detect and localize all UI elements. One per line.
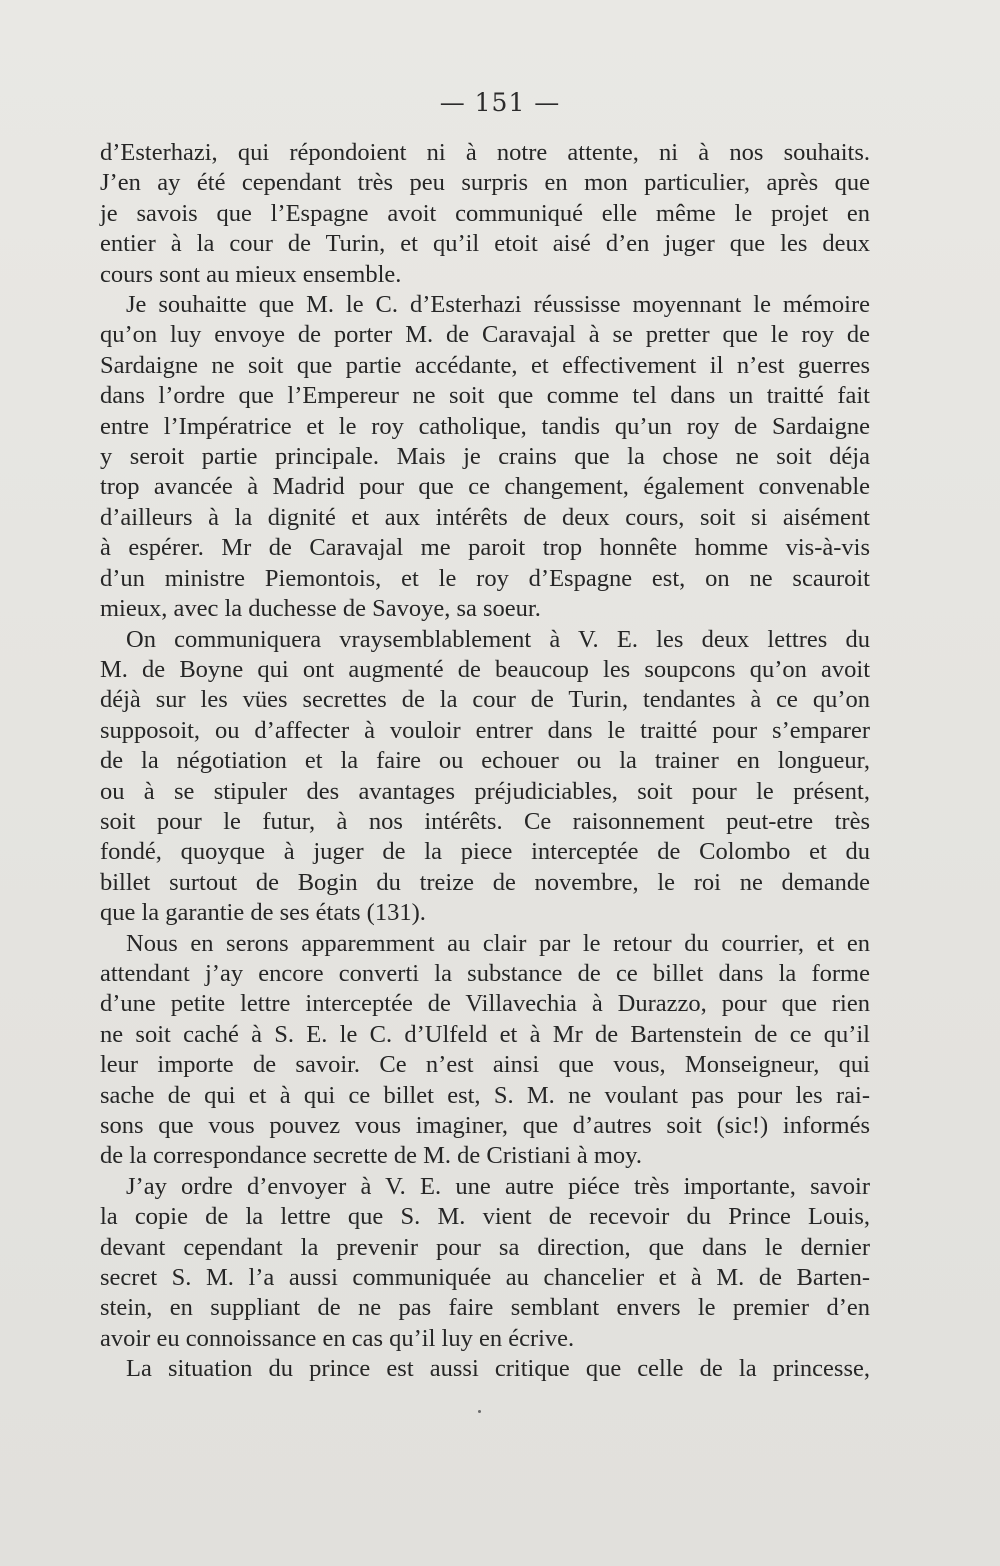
text-line: je savois que l’Espagne avoit communiqué elle même le projet en — [100, 199, 870, 227]
text-line: sons que vous pouvez vous imaginer, que d’autres soit (sic!) informés — [100, 1112, 870, 1139]
paragraph — [100, 138, 870, 290]
text-line: On communiquera vraysemblablement à V. E. les deux lettres du — [126, 625, 870, 653]
text-line: de la correspondance secrette de M. de Cristiani à moy. — [100, 1142, 642, 1170]
text-line: dans l’ordre que l’Empereur ne soit que comme tel dans un traitté fait — [100, 382, 870, 410]
text-line: avoir eu connoissance en cas qu’il luy en écrive. — [100, 1324, 575, 1352]
text-line: qu’on luy envoye de porter M. de Caravajal à se pretter que le roy de — [100, 321, 870, 349]
text-line: déjà sur les vües secrettes de la cour de Turin, tendantes à ce qu’on — [100, 686, 870, 714]
text-line: que la garantie de ses états (131). — [100, 899, 426, 927]
text-line: attendant j’ay encore converti la substance de ce billet dans la forme — [100, 959, 870, 987]
text-line: soit pour le futur, à nos intérêts. Ce raisonnement peut-etre très — [100, 807, 870, 835]
text-line: sache de qui et à qui ce billet est, S. M. ne voulant pas pour les rai- — [100, 1081, 870, 1109]
text-line: cours sont au mieux ensemble. — [100, 260, 402, 288]
text-line: Nous en serons apparemment au clair par le retour du courrier, et en — [126, 929, 870, 957]
text-line: d’ailleurs à la dignité et aux intérêts de deux cours, soit si aisément — [100, 503, 870, 531]
text-line: Sardaigne ne soit que partie accédante, et effectivement il n’est guerres — [100, 351, 870, 379]
text-line: de la négotiation et la faire ou echouer ou la trainer en longueur, — [100, 747, 870, 775]
text-line: devant cependant la prevenir pour sa direction, que dans le dernier — [100, 1233, 870, 1261]
page-number: — 151 — — [439, 88, 561, 117]
text-line: mieux, avec la duchesse de Savoye, sa soeur. — [100, 595, 541, 623]
text-line: leur importe de savoir. Ce n’est ainsi que vous, Monseigneur, qui — [100, 1051, 870, 1079]
text-line: ne soit caché à S. E. le C. d’Ulfeld et à Mr de Bartenstein de ce qu’il — [100, 1020, 870, 1048]
print-speck — [478, 1410, 481, 1413]
text-line: stein, en suppliant de ne pas faire semblant envers le premier d’en — [100, 1294, 870, 1322]
text-line: Je souhaitte que M. le C. d’Esterhazi réussisse moyennant le mémoire — [126, 291, 870, 319]
text-line: secret S. M. l’a aussi communiquée au chancelier et à M. de Barten- — [100, 1264, 870, 1292]
text-line: la copie de la lettre que S. M. vient de recevoir du Prince Louis, — [100, 1203, 870, 1231]
text-line: d’une petite lettre interceptée de Villavechia à Durazzo, pour que rien — [100, 990, 870, 1018]
text-line: d’Esterhazi, qui répondoient ni à notre attente, ni à nos souhaits. — [100, 139, 870, 166]
document-body — [100, 138, 870, 1385]
text-line: J’en ay été cependant très peu surpris en mon particulier, après que — [100, 169, 870, 197]
text-line: d’un ministre Piemontois, et le roy d’Espagne est, on ne scauroit — [100, 564, 870, 592]
text-line: à espérer. Mr de Caravajal me paroit trop honnête homme vis-à-vis — [100, 534, 870, 562]
text-line: entier à la cour de Turin, et qu’il etoit aisé d’en juger que les deux — [100, 230, 870, 258]
text-line: entre l’Impératrice et le roy catholique, tandis qu’un roy de Sardaigne — [100, 412, 870, 440]
text-line: ou à se stipuler des avantages préjudiciables, soit pour le présent, — [100, 777, 870, 805]
paragraph — [100, 929, 870, 1172]
text-line: La situation du prince est aussi critique que celle de la princesse, — [126, 1355, 870, 1383]
text-line: y seroit partie principale. Mais je crains que la chose ne soit déja — [100, 443, 870, 471]
paragraph — [100, 290, 870, 624]
text-line: supposoit, ou d’affecter à vouloir entrer dans le traitté pour s’emparer — [100, 716, 870, 744]
paragraph — [100, 1172, 870, 1354]
text-line: J’ay ordre d’envoyer à V. E. une autre piéce très importante, savoir — [126, 1172, 870, 1200]
text-line: billet surtout de Bogin du treize de novembre, le roi ne demande — [100, 868, 870, 896]
paragraph — [100, 1354, 870, 1384]
paragraph — [100, 625, 870, 929]
text-line: M. de Boyne qui ont augmenté de beaucoup les soupcons qu’on avoit — [100, 655, 870, 683]
text-line: trop avancée à Madrid pour que ce changement, également convenable — [100, 473, 870, 501]
text-line: fondé, quoyque à juger de la piece interceptée de Colombo et du — [100, 838, 870, 866]
